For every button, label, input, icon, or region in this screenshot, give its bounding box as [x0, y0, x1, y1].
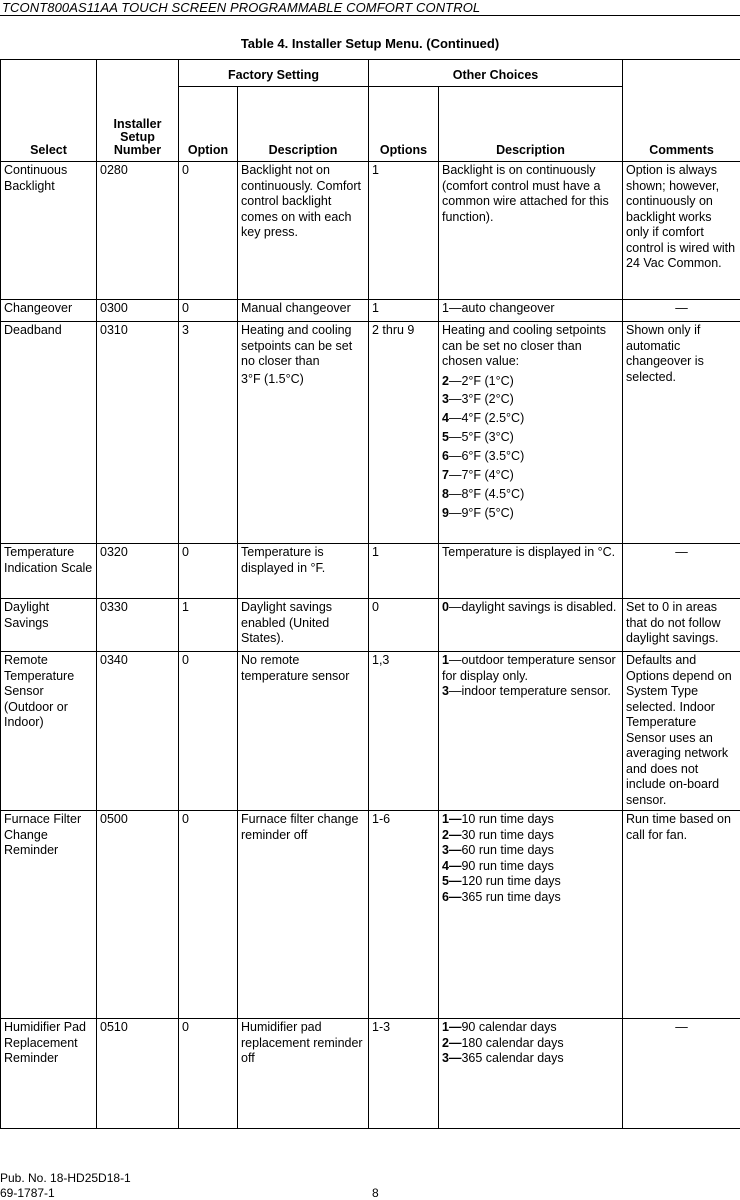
choice-line — [442, 684, 619, 700]
cell-factory-option: 0 — [179, 652, 238, 811]
choice-text: 365 run time days — [461, 890, 560, 904]
choice-line — [442, 374, 619, 390]
choice-text: —indoor temperature sensor. — [449, 684, 611, 698]
choice-text: 90 calendar days — [461, 1020, 556, 1034]
choice-text: 60 run time days — [461, 843, 553, 857]
cell-comments: Option is always shown; however, continuously on backlight works only if comfort control is wired with 24 Vac Common. — [623, 162, 740, 300]
choice-text: 180 calendar days — [461, 1036, 563, 1050]
choice-line — [442, 600, 619, 616]
cell-setup-number: 0280 — [97, 162, 179, 300]
choice-key: 0 — [442, 600, 449, 614]
choice-text: 90 run time days — [461, 859, 553, 873]
choice-key: 3 — [442, 684, 449, 698]
cell-other-options: 0 — [369, 599, 439, 652]
choice-line — [442, 468, 619, 484]
header-installer-setup-number: Installer Setup Number — [97, 60, 179, 162]
document-header-title: TCONT800AS11AA TOUCH SCREEN PROGRAMMABLE COMFORT CONTROL — [2, 0, 480, 15]
cell-factory-description — [238, 544, 369, 599]
choice-key: 3 — [442, 392, 449, 406]
cell-other-description — [439, 300, 623, 322]
cell-setup-number: 0300 — [97, 300, 179, 322]
cell-factory-description — [238, 1019, 369, 1129]
cell-factory-option: 1 — [179, 599, 238, 652]
choice-text: —6°F (3.5°C) — [449, 449, 524, 463]
factory-description-text: Heating and cooling setpoints can be set no closer than — [241, 323, 365, 370]
table-row — [1, 300, 740, 322]
choice-key: 3— — [442, 1051, 461, 1065]
cell-factory-description — [238, 599, 369, 652]
cell-factory-description — [238, 811, 369, 1019]
cell-factory-description — [238, 300, 369, 322]
choice-line — [442, 506, 619, 522]
installer-setup-table — [0, 59, 740, 1129]
cell-setup-number: 0330 — [97, 599, 179, 652]
choice-text: —4°F (2.5°C) — [449, 411, 524, 425]
cell-other-options: 1 — [369, 544, 439, 599]
choice-key: 5 — [442, 430, 449, 444]
choice-line — [442, 1020, 619, 1036]
cell-other-options: 1-3 — [369, 1019, 439, 1129]
header-rule — [0, 15, 740, 16]
cell-factory-description — [238, 652, 369, 811]
factory-description-text: No remote temperature sensor — [241, 653, 365, 684]
cell-select: Daylight Savings — [1, 599, 97, 652]
cell-setup-number: 0510 — [97, 1019, 179, 1129]
choice-key: 6— — [442, 890, 461, 904]
choice-line — [442, 828, 619, 844]
choice-text: 10 run time days — [461, 812, 553, 826]
choice-text: —8°F (4.5°C) — [449, 487, 524, 501]
header-other-choices: Other Choices — [369, 60, 623, 87]
choice-text: —9°F (5°C) — [449, 506, 514, 520]
choice-line — [442, 843, 619, 859]
choice-text: 30 run time days — [461, 828, 553, 842]
cell-factory-option: 0 — [179, 544, 238, 599]
cell-comments: Shown only if automatic changeover is selected. — [623, 322, 740, 544]
cell-other-description — [439, 599, 623, 652]
choice-line — [442, 874, 619, 890]
cell-comments: Run time based on call for fan. — [623, 811, 740, 1019]
table-row — [1, 1019, 740, 1129]
cell-factory-option: 3 — [179, 322, 238, 544]
cell-factory-option: 0 — [179, 1019, 238, 1129]
cell-other-description — [439, 811, 623, 1019]
choice-key: 1— — [442, 812, 461, 826]
choice-line — [442, 890, 619, 906]
choice-key: 2 — [442, 374, 449, 388]
factory-description-text: Humidifier pad replacement reminder off — [241, 1020, 365, 1067]
choice-key: 4— — [442, 859, 461, 873]
cell-select: Furnace Filter Change Reminder — [1, 811, 97, 1019]
factory-description-text: Daylight savings enabled (United States). — [241, 600, 365, 647]
header-comments: Comments — [623, 60, 740, 162]
other-description-text: 1—auto changeover — [442, 301, 619, 317]
cell-setup-number: 0340 — [97, 652, 179, 811]
footer-doc-number: 69-1787-1 — [0, 1186, 55, 1200]
choice-key: 1— — [442, 1020, 461, 1034]
choice-text: —5°F (3°C) — [449, 430, 514, 444]
cell-other-description — [439, 162, 623, 300]
choice-text: —2°F (1°C) — [449, 374, 514, 388]
choice-key: 9 — [442, 506, 449, 520]
other-description-text: Temperature is displayed in °C. — [442, 545, 619, 561]
cell-comments: — — [623, 1019, 740, 1129]
cell-setup-number: 0310 — [97, 322, 179, 544]
cell-other-options: 1 — [369, 162, 439, 300]
choice-line — [442, 430, 619, 446]
choice-line — [442, 859, 619, 875]
choice-line — [442, 392, 619, 408]
cell-other-options: 1,3 — [369, 652, 439, 811]
choice-line — [442, 449, 619, 465]
cell-setup-number: 0320 — [97, 544, 179, 599]
choice-key: 8 — [442, 487, 449, 501]
footer-pub-number: Pub. No. 18-HD25D18-1 — [0, 1171, 131, 1185]
cell-select: Deadband — [1, 322, 97, 544]
cell-other-options: 2 thru 9 — [369, 322, 439, 544]
cell-select: Changeover — [1, 300, 97, 322]
table-row — [1, 599, 740, 652]
choice-key: 5— — [442, 874, 461, 888]
header-other-description: Description — [439, 87, 623, 162]
cell-factory-option: 0 — [179, 811, 238, 1019]
choice-line — [442, 487, 619, 503]
choice-key: 4 — [442, 411, 449, 425]
choice-key: 2— — [442, 828, 461, 842]
cell-select: Remote Temperature Sensor (Outdoor or Indoor) — [1, 652, 97, 811]
table-row — [1, 162, 740, 300]
table-row — [1, 652, 740, 811]
choice-line — [442, 812, 619, 828]
cell-factory-description — [238, 162, 369, 300]
choice-line — [442, 1051, 619, 1067]
cell-other-description — [439, 652, 623, 811]
header-factory-setting: Factory Setting — [179, 60, 369, 87]
choice-key: 6 — [442, 449, 449, 463]
choice-text: —7°F (4°C) — [449, 468, 514, 482]
table-body — [1, 162, 740, 1129]
header-options: Options — [369, 87, 439, 162]
choice-text: 120 run time days — [461, 874, 560, 888]
cell-other-options: 1-6 — [369, 811, 439, 1019]
choice-text: —outdoor temperature sensor for display only. — [442, 653, 616, 683]
choice-line — [442, 411, 619, 427]
choice-text: —3°F (2°C) — [449, 392, 514, 406]
page-number: 8 — [372, 1186, 379, 1200]
header-description: Description — [238, 87, 369, 162]
cell-other-description — [439, 322, 623, 544]
cell-factory-option: 0 — [179, 300, 238, 322]
cell-factory-description — [238, 322, 369, 544]
other-description-text: Backlight is on continuously (comfort control must have a common wire attached for this function). — [442, 163, 619, 225]
cell-comments: Defaults and Options depend on System Type selected. Indoor Temperature Sensor uses an averaging network and does not include on-board sensor. — [623, 652, 740, 811]
factory-description-text: Backlight not on continuously. Comfort control backlight comes on with each key press. — [241, 163, 365, 241]
table-row — [1, 322, 740, 544]
choice-text: —daylight savings is disabled. — [449, 600, 616, 614]
choice-text: 365 calendar days — [461, 1051, 563, 1065]
cell-other-options: 1 — [369, 300, 439, 322]
cell-select: Humidifier Pad Replacement Reminder — [1, 1019, 97, 1129]
choice-key: 2— — [442, 1036, 461, 1050]
cell-setup-number: 0500 — [97, 811, 179, 1019]
cell-other-description — [439, 1019, 623, 1129]
cell-factory-option: 0 — [179, 162, 238, 300]
cell-other-description — [439, 544, 623, 599]
cell-select: Temperature Indication Scale — [1, 544, 97, 599]
cell-comments: Set to 0 in areas that do not follow daylight savings. — [623, 599, 740, 652]
header-option: Option — [179, 87, 238, 162]
header-select: Select — [1, 60, 97, 162]
table-title: Table 4. Installer Setup Menu. (Continued) — [0, 36, 740, 51]
cell-comments: — — [623, 300, 740, 322]
cell-comments: — — [623, 544, 740, 599]
factory-description-text: Temperature is displayed in °F. — [241, 545, 365, 576]
choice-line — [442, 1036, 619, 1052]
choice-line — [442, 653, 619, 684]
table-row — [1, 811, 740, 1019]
choice-key: 7 — [442, 468, 449, 482]
factory-description-text: Furnace filter change reminder off — [241, 812, 365, 843]
choice-key: 3— — [442, 843, 461, 857]
factory-description-text: Manual changeover — [241, 301, 365, 317]
other-description-intro: Heating and cooling setpoints can be set no closer than chosen value: — [442, 323, 619, 370]
cell-select: Continuous Backlight — [1, 162, 97, 300]
table-row — [1, 544, 740, 599]
factory-description-temp: 3°F (1.5°C) — [241, 372, 365, 388]
choice-key: 1 — [442, 653, 449, 667]
